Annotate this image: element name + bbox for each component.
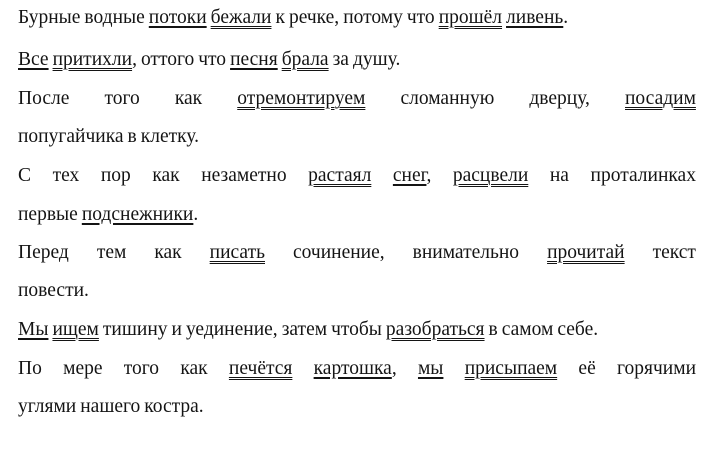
word: в bbox=[488, 319, 498, 340]
word: сломанную bbox=[400, 88, 495, 109]
predicate-word: притихли bbox=[52, 49, 133, 70]
word: на bbox=[549, 165, 569, 186]
word: попугайчика bbox=[18, 126, 124, 147]
word: пор bbox=[100, 165, 131, 186]
word-group bbox=[172, 319, 182, 340]
word: дверцу, bbox=[529, 88, 590, 109]
predicate-word: посадим bbox=[625, 88, 696, 109]
word-group bbox=[53, 49, 137, 70]
word: горячими bbox=[617, 358, 696, 379]
predicate-word: писать bbox=[209, 242, 265, 263]
word: текст bbox=[652, 242, 696, 263]
text-line bbox=[18, 48, 696, 72]
word-group bbox=[52, 319, 98, 340]
word: как bbox=[152, 165, 180, 186]
word: , bbox=[426, 165, 432, 186]
word-group bbox=[625, 87, 696, 111]
word-group bbox=[18, 49, 49, 70]
text-line bbox=[18, 87, 696, 111]
word: , bbox=[391, 358, 397, 379]
predicate-word: бежали bbox=[210, 7, 272, 28]
word-group bbox=[18, 319, 48, 340]
word-group bbox=[154, 241, 181, 265]
subject-word: Все bbox=[18, 49, 49, 70]
word-group bbox=[104, 87, 139, 111]
subject-word: Мы bbox=[18, 319, 49, 340]
word: костра. bbox=[144, 396, 204, 417]
word-group bbox=[18, 396, 76, 417]
word-group bbox=[353, 49, 400, 70]
word-group bbox=[141, 126, 199, 147]
predicate-word: брала bbox=[281, 49, 329, 70]
word: Перед bbox=[18, 242, 69, 263]
word-group bbox=[63, 357, 102, 381]
word-group bbox=[550, 164, 569, 188]
predicate-word: ищем bbox=[52, 319, 99, 340]
word: уединение, bbox=[185, 319, 278, 340]
subject-word: мы bbox=[417, 358, 444, 379]
word: С bbox=[18, 165, 32, 186]
word-group bbox=[407, 7, 435, 28]
word-group bbox=[453, 164, 528, 188]
word-group bbox=[489, 319, 498, 340]
word-group bbox=[18, 280, 89, 301]
subject-word: песня bbox=[230, 49, 278, 70]
word-group bbox=[333, 49, 349, 70]
predicate-word: присыпаем bbox=[464, 358, 558, 379]
word-group bbox=[418, 357, 443, 381]
word: сочинение, bbox=[293, 242, 385, 263]
word-group bbox=[308, 164, 371, 188]
word-group bbox=[128, 126, 137, 147]
word-group bbox=[211, 7, 272, 28]
word-group bbox=[502, 319, 554, 340]
word-group bbox=[289, 7, 339, 28]
text-line bbox=[18, 6, 696, 30]
word: к bbox=[275, 7, 285, 28]
word: её bbox=[578, 358, 596, 379]
word: как bbox=[154, 242, 182, 263]
text-line bbox=[18, 357, 696, 381]
word-group bbox=[439, 7, 502, 28]
word-group bbox=[180, 357, 207, 381]
text-line bbox=[18, 318, 696, 342]
word: проталинках bbox=[590, 165, 696, 186]
word: . bbox=[563, 7, 569, 28]
word-group bbox=[103, 319, 168, 340]
subject-word: снег bbox=[392, 165, 427, 186]
word: что bbox=[198, 49, 227, 70]
predicate-word: расцвели bbox=[452, 165, 529, 186]
word-group bbox=[591, 164, 696, 188]
word-group bbox=[18, 126, 124, 147]
predicate-word: растаял bbox=[308, 165, 372, 186]
word: душу. bbox=[352, 49, 401, 70]
word-group bbox=[124, 357, 159, 381]
word: мере bbox=[63, 358, 103, 379]
word-group bbox=[18, 357, 42, 381]
word-group bbox=[149, 7, 207, 28]
word-group bbox=[386, 319, 485, 340]
text-line bbox=[18, 203, 696, 227]
word-group bbox=[413, 241, 519, 265]
word: внимательно bbox=[412, 242, 520, 263]
word: оттого bbox=[140, 49, 195, 70]
text-line bbox=[18, 395, 696, 419]
word: затем bbox=[281, 319, 328, 340]
word: . bbox=[193, 204, 199, 225]
word-group bbox=[141, 49, 194, 70]
word-group bbox=[18, 7, 80, 28]
word: Бурные bbox=[18, 7, 81, 28]
word: чтобы bbox=[331, 319, 382, 340]
subject-word: подснежники bbox=[81, 204, 194, 225]
word-group bbox=[465, 357, 557, 381]
word: как bbox=[180, 358, 208, 379]
word: что bbox=[406, 7, 435, 28]
word: себе. bbox=[557, 319, 599, 340]
word-group bbox=[343, 7, 403, 28]
text-line bbox=[18, 125, 696, 149]
word: , bbox=[132, 49, 137, 70]
word-group bbox=[237, 87, 365, 111]
word: того bbox=[123, 358, 160, 379]
word: тем bbox=[96, 242, 127, 263]
word: того bbox=[104, 88, 140, 109]
word-group bbox=[282, 319, 327, 340]
word-group bbox=[529, 87, 590, 111]
word-group bbox=[18, 164, 31, 188]
word: После bbox=[18, 88, 70, 109]
subject-word: ливень bbox=[506, 7, 564, 28]
word-group bbox=[653, 241, 696, 265]
word-group bbox=[210, 241, 265, 265]
word-group bbox=[18, 87, 69, 111]
word: первые bbox=[18, 204, 78, 225]
word-group bbox=[101, 164, 131, 188]
word: водные bbox=[84, 7, 145, 28]
word: тех bbox=[52, 165, 80, 186]
word: самом bbox=[501, 319, 554, 340]
word-group bbox=[393, 164, 431, 188]
word-group bbox=[198, 49, 226, 70]
word: углями bbox=[18, 396, 77, 417]
subject-word: потоки bbox=[148, 7, 207, 28]
word-group bbox=[186, 319, 278, 340]
word: тишину bbox=[102, 319, 168, 340]
word: повести. bbox=[18, 280, 89, 301]
word-group bbox=[331, 319, 382, 340]
word: как bbox=[174, 88, 203, 109]
word-group bbox=[18, 241, 69, 265]
word: в bbox=[127, 126, 137, 147]
word-group bbox=[547, 241, 625, 265]
word-group bbox=[506, 7, 568, 28]
predicate-word: прошёл bbox=[438, 7, 503, 28]
word-group bbox=[84, 7, 144, 28]
word: нашего bbox=[80, 396, 141, 417]
word: за bbox=[332, 49, 349, 70]
word-group bbox=[175, 87, 202, 111]
text-line bbox=[18, 164, 696, 188]
word-group bbox=[229, 357, 292, 381]
predicate-word: отремонтируем bbox=[237, 88, 366, 109]
word-group bbox=[82, 204, 198, 225]
word-group bbox=[97, 241, 127, 265]
predicate-word: печётся bbox=[228, 358, 293, 379]
text-line bbox=[18, 279, 696, 303]
predicate-word: разобраться bbox=[385, 319, 485, 340]
subject-word: картошка bbox=[313, 358, 392, 379]
word-group bbox=[275, 7, 284, 28]
word-group bbox=[53, 164, 80, 188]
word-group bbox=[144, 396, 203, 417]
word-group bbox=[578, 357, 595, 381]
word-group bbox=[282, 49, 329, 70]
word-group bbox=[557, 319, 598, 340]
word-group bbox=[201, 164, 286, 188]
word-group bbox=[617, 357, 696, 381]
word-group bbox=[400, 87, 494, 111]
word-group bbox=[314, 357, 397, 381]
word-group bbox=[152, 164, 179, 188]
text-line bbox=[18, 241, 696, 265]
word: речке, bbox=[288, 7, 340, 28]
predicate-word: прочитай bbox=[547, 242, 625, 263]
word-group bbox=[293, 241, 385, 265]
word-group bbox=[230, 49, 278, 70]
word-group bbox=[18, 204, 78, 225]
word: По bbox=[18, 358, 42, 379]
word: потому bbox=[343, 7, 403, 28]
word: незаметно bbox=[201, 165, 287, 186]
word: и bbox=[171, 319, 182, 340]
word-group bbox=[80, 396, 140, 417]
word: клетку. bbox=[140, 126, 200, 147]
